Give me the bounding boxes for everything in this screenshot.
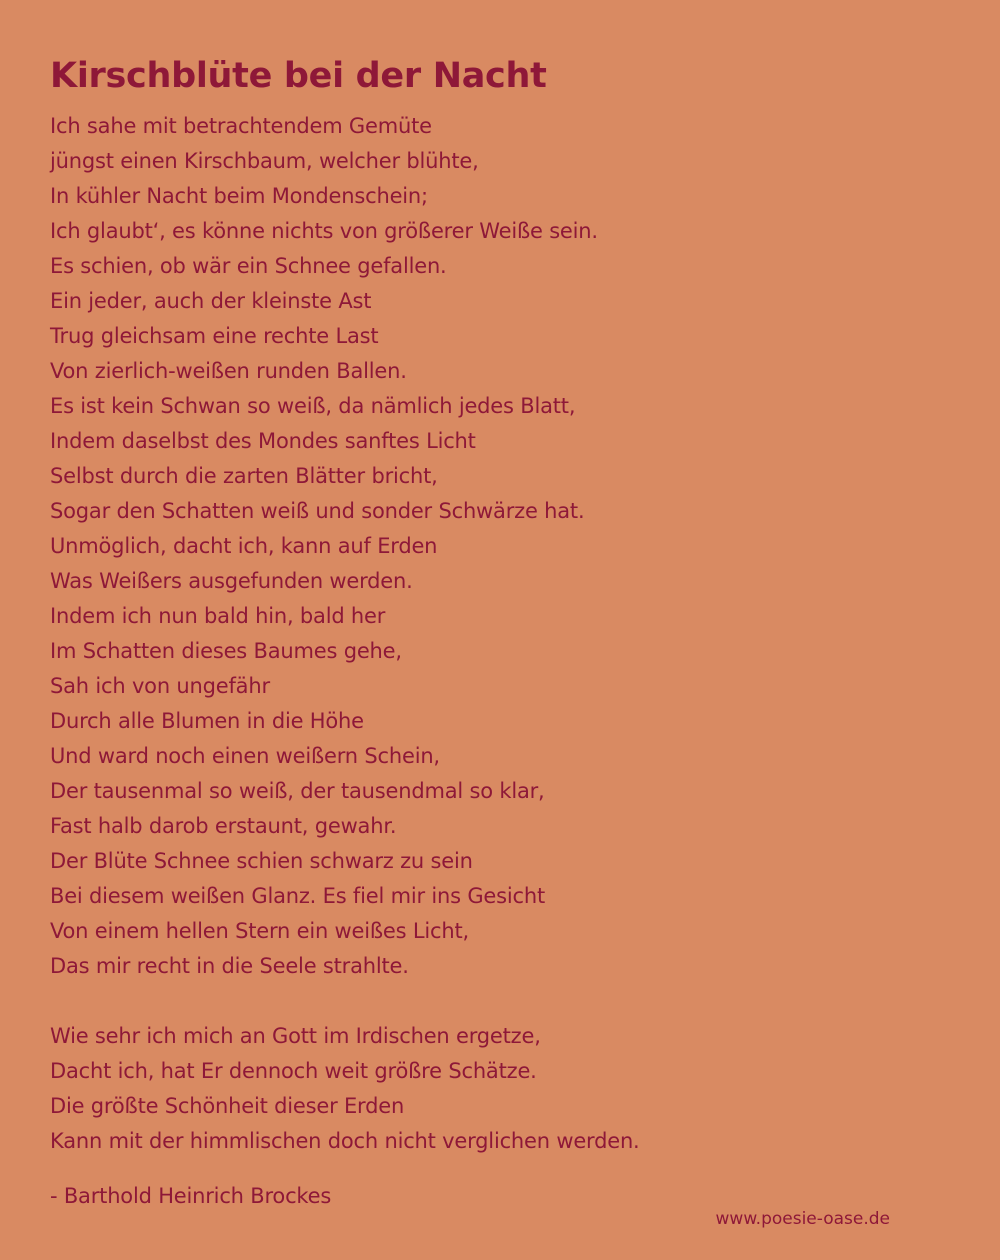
poem-line: Kann mit der himmlischen doch nicht verglichen werden. [50,1129,640,1153]
poem-line: Durch alle Blumen in die Höhe [50,709,364,733]
poem-author: - Barthold Heinrich Brockes [50,1184,332,1208]
poem-line: Ich sahe mit betrachtendem Gemüte [50,114,432,138]
poem-title: Kirschblüte bei der Nacht [50,56,547,96]
poem-line: Fast halb darob erstaunt, gewahr. [50,814,397,838]
poem-line: Indem ich nun bald hin, bald her [50,604,386,628]
stanza-2 [50,1019,640,1159]
stanza-1 [50,109,640,984]
website-link[interactable]: www.poesie-oase.de [715,1209,890,1229]
poem-line: Was Weißers ausgefunden werden. [50,569,413,593]
poem-line: In kühler Nacht beim Mondenschein; [50,184,428,208]
poem-line: Der Blüte Schnee schien schwarz zu sein [50,849,473,873]
poem-line: Indem daselbst des Mondes sanftes Licht [50,429,476,453]
poem-line: Sogar den Schatten weiß und sonder Schwärze hat. [50,499,585,523]
poem-line: Sah ich von ungefähr [50,674,270,698]
poem-line: Ein jeder, auch der kleinste Ast [50,289,372,313]
poem-line: Dacht ich, hat Er dennoch weit größre Schätze. [50,1059,537,1083]
poem-line: Bei diesem weißen Glanz. Es fiel mir ins Gesicht [50,884,545,908]
poem-line: Das mir recht in die Seele strahlte. [50,954,409,978]
poem-line: Im Schatten dieses Baumes gehe, [50,639,402,663]
poem-line: Es ist kein Schwan so weiß, da nämlich jedes Blatt, [50,394,576,418]
poem-line: Trug gleichsam eine rechte Last [50,324,379,348]
poem-line: Es schien, ob wär ein Schnee gefallen. [50,254,447,278]
poem-line: Wie sehr ich mich an Gott im Irdischen ergetze, [50,1024,541,1048]
poem-line: jüngst einen Kirschbaum, welcher blühte, [50,149,479,173]
poem-body [50,109,640,1159]
poem-line: Selbst durch die zarten Blätter bricht, [50,464,438,488]
poem-line: Der tausenmal so weiß, der tausendmal so klar, [50,779,545,803]
poem-line: Ich glaubt‘, es könne nichts von größerer Weiße sein. [50,219,598,243]
poem-line: Von einem hellen Stern ein weißes Licht, [50,919,469,943]
poem-line: Unmöglich, dacht ich, kann auf Erden [50,534,438,558]
poem-line: Die größte Schönheit dieser Erden [50,1094,405,1118]
poem-line: Von zierlich-weißen runden Ballen. [50,359,407,383]
poem-line: Und ward noch einen weißern Schein, [50,744,440,768]
